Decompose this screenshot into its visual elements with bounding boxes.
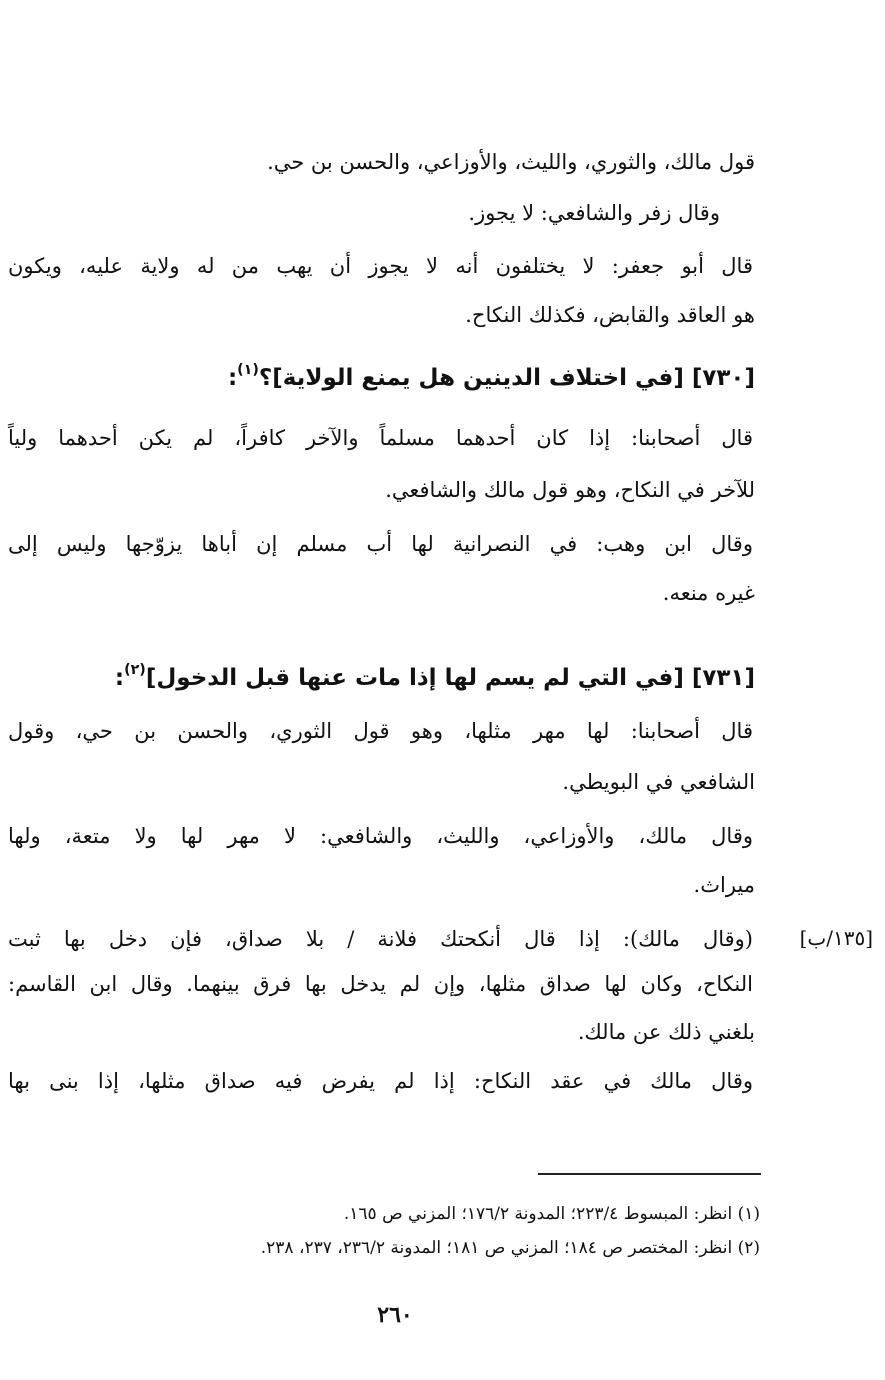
paragraph-line: بلغني ذلك عن مالك. bbox=[577, 1020, 755, 1044]
section-heading-731 bbox=[115, 663, 755, 694]
paragraph-line: وقال مالك، والأوزاعي، والليث، والشافعي: لا مهر لها ولا متعة، ولها bbox=[8, 824, 753, 848]
margin-folio-note: [١٣٥/ب] bbox=[799, 926, 873, 950]
paragraph-line: للآخر في النكاح، وهو قول مالك والشافعي. bbox=[385, 478, 755, 502]
section-heading-730 bbox=[135, 363, 755, 394]
paragraph-line: (وقال مالك): إذا قال أنكحتك فلانة / بلا صداق، فإن دخل بها ثبت bbox=[8, 927, 753, 951]
page-number: ٢٦٠ bbox=[377, 1302, 413, 1328]
paragraph-line: قال أصحابنا: إذا كان أحدهما مسلماً والآخر كافراً، لم يكن أحدهما ولياً bbox=[8, 426, 753, 450]
paragraph-line: قال أبو جعفر: لا يختلفون أنه لا يجوز أن يهب من له ولاية عليه، ويكون bbox=[8, 254, 753, 278]
paragraph-line: قال أصحابنا: لها مهر مثلها، وهو قول الثوري، والحسن بن حي، وقول bbox=[8, 719, 753, 743]
paragraph-line: غيره منعه. bbox=[662, 581, 755, 605]
paragraph-line: هو العاقد والقابض، فكذلك النكاح. bbox=[465, 303, 755, 327]
footnote-1: (١) انظر: المبسوط ٢٢٣/٤؛ المدونة ١٧٦/٢؛ المزني ص ١٦٥. bbox=[343, 1204, 760, 1224]
paragraph-line: وقال ابن وهب: في النصرانية لها أب مسلم إن أباها يزوّجها وليس إلى bbox=[8, 532, 753, 556]
footnote-ref-1: (١) bbox=[237, 362, 259, 379]
paragraph-line: وقال زفر والشافعي: لا يجوز. bbox=[468, 201, 720, 225]
paragraph-line: وقال مالك في عقد النكاح: إذا لم يفرض فيه صداق مثلها، إذا بنى بها bbox=[8, 1069, 754, 1093]
paragraph-line: الشافعي في البويطي. bbox=[562, 770, 755, 794]
paragraph-line: النكاح، وكان لها صداق مثلها، وإن لم يدخل بها فرق بينهما. وقال ابن القاسم: bbox=[8, 972, 753, 996]
paragraph-line: قول مالك، والثوري، والليث، والأوزاعي، والحسن بن حي. bbox=[267, 150, 755, 174]
heading-730-colon: : bbox=[227, 365, 238, 391]
heading-730-text: [٧٣٠] [في اختلاف الدينين هل يمنع الولاية]؟ bbox=[258, 365, 755, 391]
paragraph-line: ميراث. bbox=[693, 873, 755, 897]
heading-731-colon: : bbox=[114, 665, 125, 691]
footnote-2: (٢) انظر: المختصر ص ١٨٤؛ المزني ص ١٨١؛ المدونة ٢٣٦/٢، ٢٣٧، ٢٣٨. bbox=[260, 1238, 760, 1258]
footnote-ref-2: (٢) bbox=[124, 662, 146, 679]
heading-731-text: [٧٣١] [في التي لم يسم لها إذا مات عنها قبل الدخول] bbox=[145, 665, 755, 691]
footnote-separator bbox=[538, 1173, 761, 1175]
